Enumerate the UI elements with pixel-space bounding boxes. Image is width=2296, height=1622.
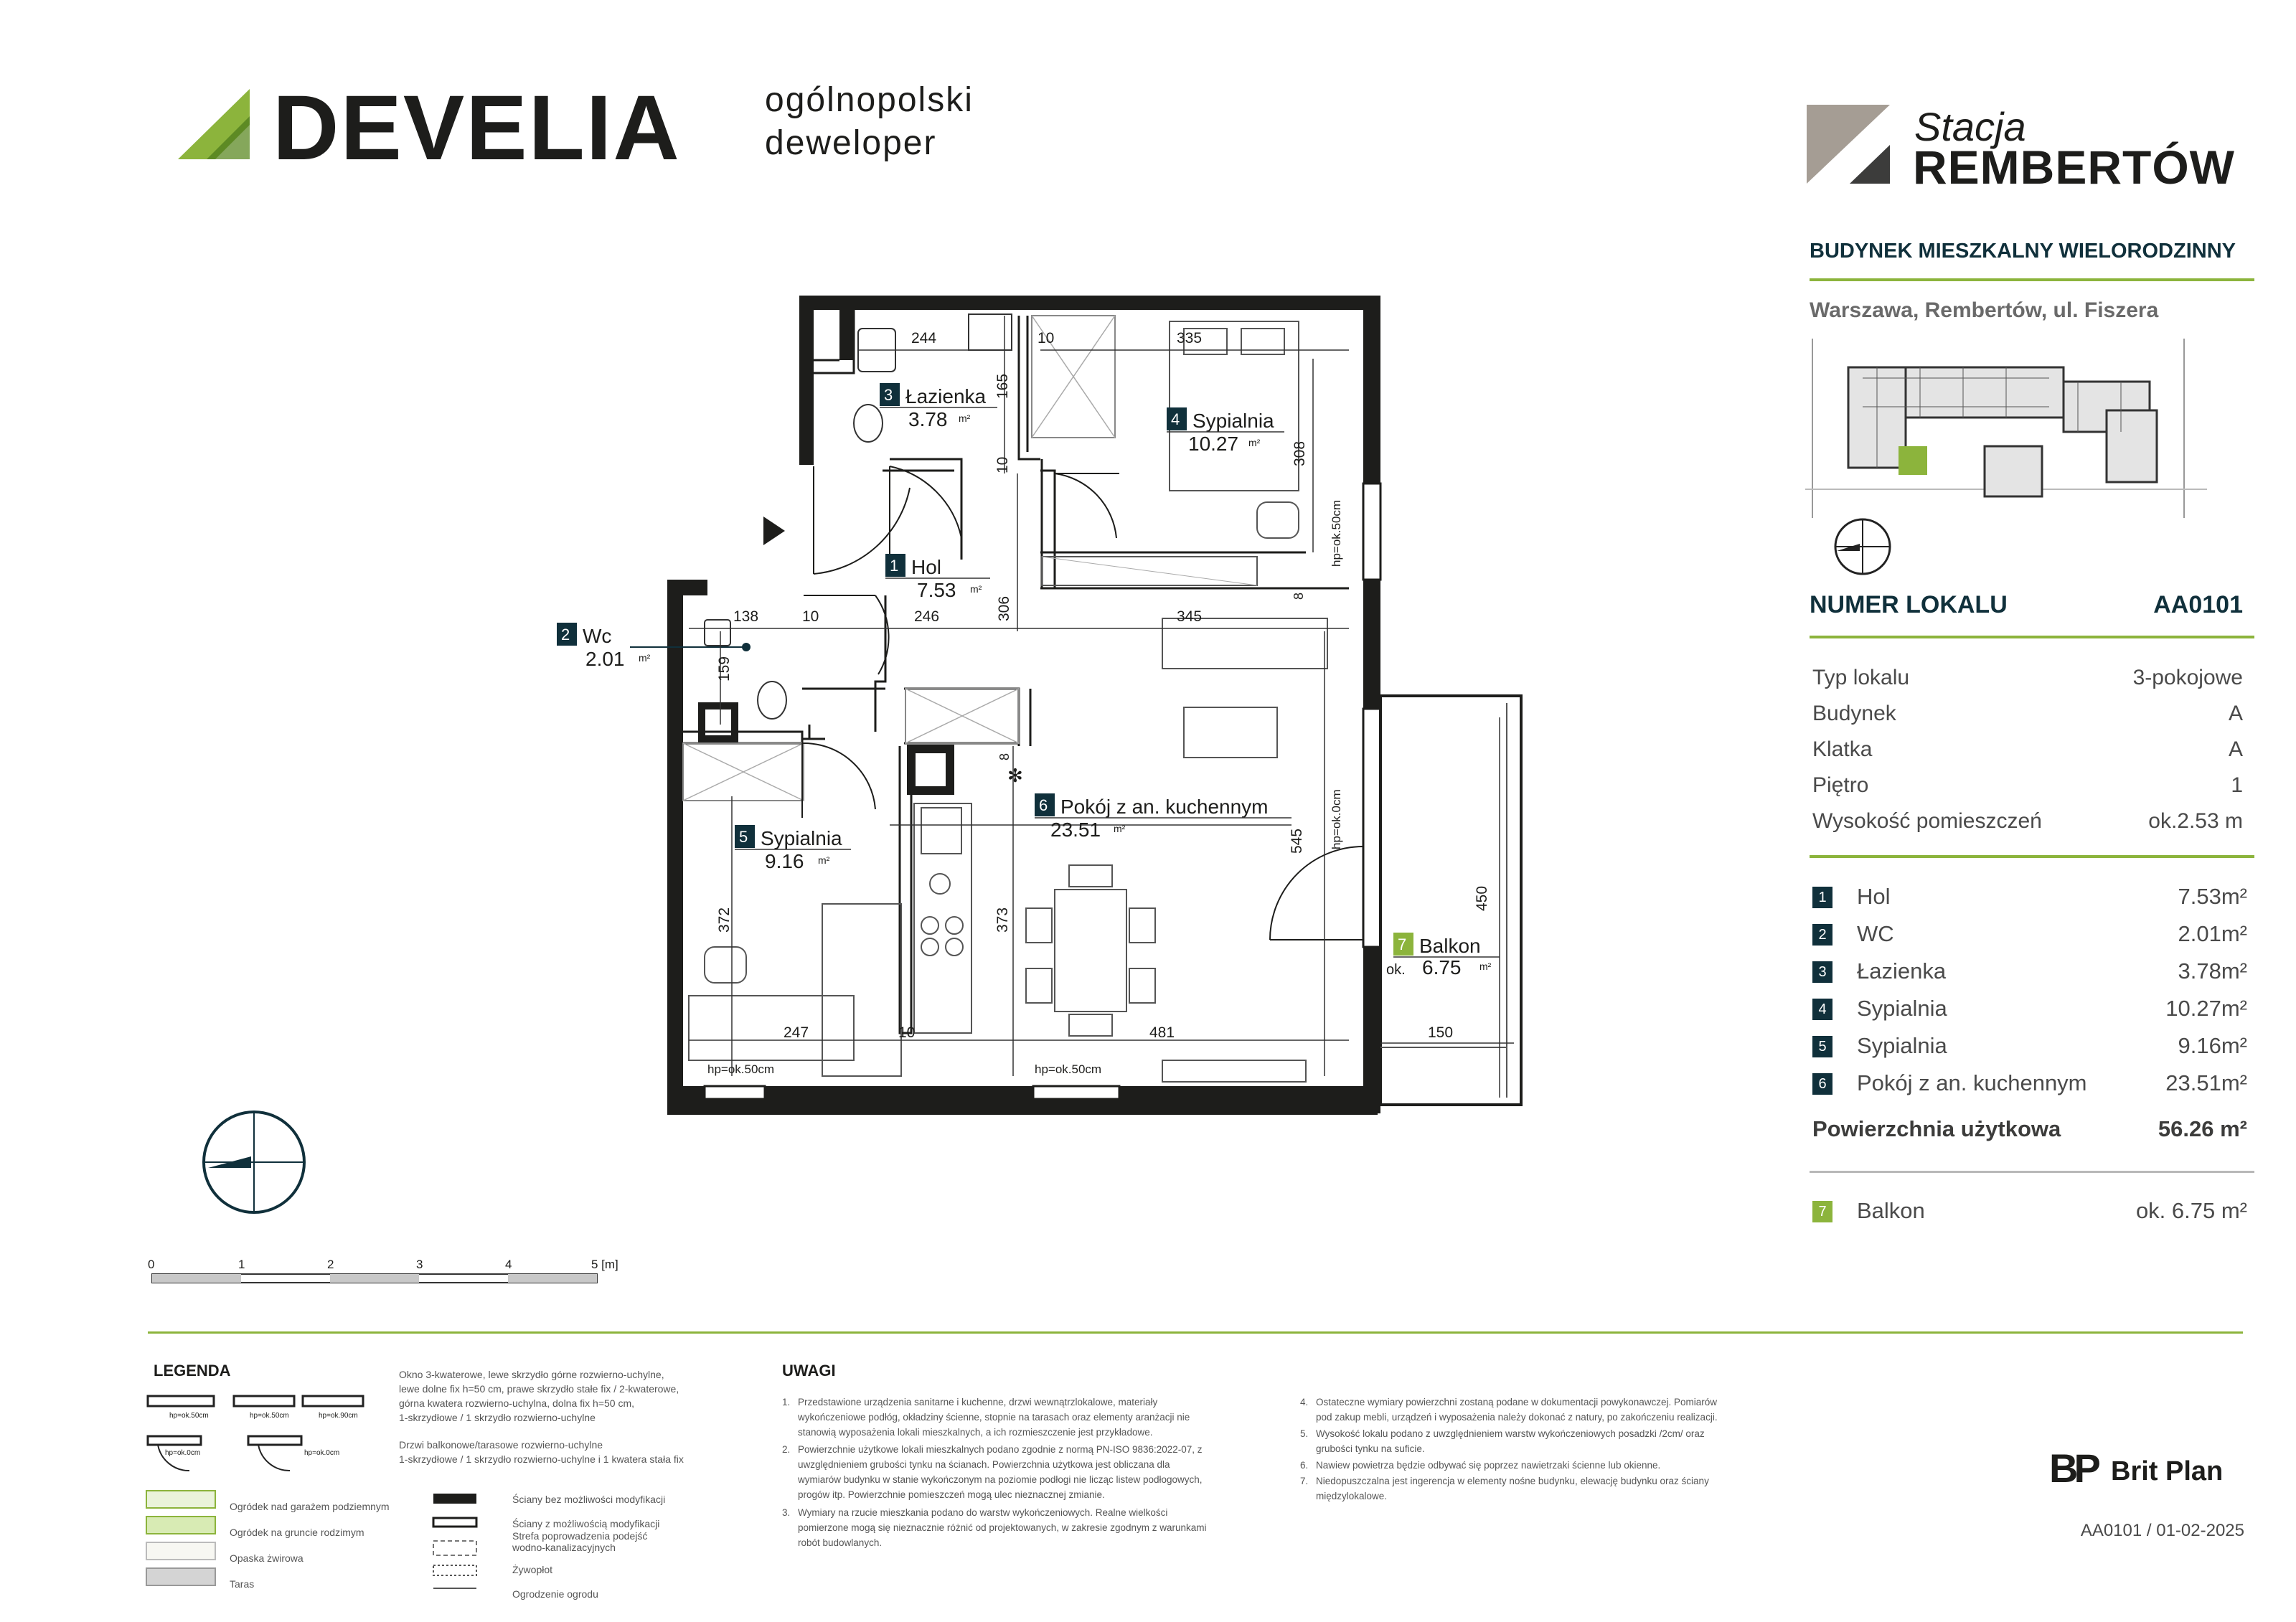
svg-text:6.75: 6.75 <box>1422 956 1462 979</box>
divider <box>1810 278 2254 281</box>
site-map-highlight <box>1899 446 1927 475</box>
door-icon <box>248 1436 301 1445</box>
svg-text:3.78: 3.78 <box>908 408 948 430</box>
svg-text:4: 4 <box>1171 410 1180 428</box>
svg-text:Balkon: Balkon <box>1419 935 1481 957</box>
dim-10: 10 <box>802 608 819 625</box>
room-row: 1 Hol 7.53m² <box>1812 884 2247 913</box>
toilet-icon <box>758 682 786 719</box>
room-row: 5 Sypialnia 9.16m² <box>1812 1033 2247 1062</box>
window-icon <box>705 1086 765 1099</box>
dim-150: 150 <box>1428 1024 1454 1041</box>
svg-text:1: 1 <box>890 557 899 575</box>
balcony-row: 7 Balkon ok. 6.75 m² <box>1812 1198 2247 1227</box>
divider <box>1810 636 2254 638</box>
dim-247: 247 <box>784 1024 809 1041</box>
svg-text:m²: m² <box>1114 823 1126 834</box>
svg-text:m²: m² <box>959 412 971 424</box>
ventilation-icon: ✻ <box>1007 765 1023 786</box>
chair-icon <box>705 947 746 983</box>
legend-title: LEGENDA <box>154 1362 231 1380</box>
window-icon <box>234 1396 294 1406</box>
compass-icon <box>204 1112 304 1212</box>
document-id: AA0101 / 01-02-2025 <box>2080 1521 2244 1540</box>
entrance-arrow-icon <box>763 517 785 545</box>
svg-text:Pokój z an. kuchennym: Pokój z an. kuchennym <box>1060 796 1269 818</box>
svg-text:hp=ok.90cm: hp=ok.90cm <box>319 1412 358 1420</box>
dim-10: 10 <box>994 456 1011 473</box>
note-item: 7. Niedopuszczalna jest ingerencja w elementy nośne budynku, elewację budynku oraz ściany międzylokalowe. <box>1300 1476 1709 1501</box>
dim-138: 138 <box>733 608 759 625</box>
note-item: 2. Powierzchnie użytkowe lokali mieszkalnych podano zgodnie z normą PN-ISO 9836:2022-07, z uwzględnieniem grubości tynku na ścianach. Powierzchnia użytkowa jest obliczana dla wymiarów budynku w stanie wykończonym na poziomie podłogi nie licząc listew podłogowych, progów itp. Powierzchnie pomieszczeń mogą ulec nieznacznej zmianie. <box>782 1444 1203 1500</box>
dim-8: 8 <box>1292 592 1306 600</box>
svg-text:hp=ok.0cm: hp=ok.0cm <box>165 1449 201 1457</box>
room-row: 6 Pokój z an. kuchennym 23.51m² <box>1812 1070 2247 1099</box>
scale-bar <box>148 1258 618 1283</box>
dim-165: 165 <box>994 373 1011 399</box>
legend-items-right: Ściany bez możliwości modyfikacji Ściany z możliwością modyfikacji Strefa poprowadzenia podejść wodno-kanalizacyjnych Żywopłot Ogrodzenie ogrodu <box>512 1494 666 1600</box>
project-name: REMBERTÓW <box>1913 141 2235 194</box>
unit-label: NUMER LOKALU <box>1810 591 2008 618</box>
dim-450: 450 <box>1474 885 1490 911</box>
dim-373: 373 <box>994 907 1011 933</box>
svg-text:Sypialnia: Sypialnia <box>1192 410 1274 432</box>
notes-title: UWAGI <box>782 1362 836 1380</box>
svg-text:m²: m² <box>1479 961 1492 972</box>
dim-372: 372 <box>716 907 733 933</box>
hp-label: hp=ok.0cm <box>1330 789 1343 849</box>
dim-306: 306 <box>996 595 1012 621</box>
total-area-value: 56.26 m² <box>2158 1116 2247 1141</box>
svg-text:6: 6 <box>1039 796 1048 814</box>
svg-text:m²: m² <box>639 652 651 664</box>
room-row: 2 WC 2.01m² <box>1812 921 2247 950</box>
scale-tick: 1 <box>238 1258 245 1271</box>
svg-text:m²: m² <box>1248 437 1261 448</box>
total-area-label: Powierzchnia użytkowa <box>1812 1116 2061 1141</box>
svg-text:m²: m² <box>970 583 982 595</box>
svg-text:hp=ok.50cm: hp=ok.50cm <box>250 1412 289 1420</box>
site-map <box>1805 339 2207 575</box>
divider <box>1810 855 2254 858</box>
room-row: 3 Łazienka 3.78m² <box>1812 958 2247 987</box>
svg-text:hp=ok.0cm: hp=ok.0cm <box>304 1449 340 1457</box>
note-item: 6. Nawiew powietrza będzie odbywać się poprzez nawietrzaki ścienne lub okienne. <box>1300 1460 1661 1471</box>
svg-text:7.53: 7.53 <box>917 579 956 601</box>
room-label-balkon <box>1386 933 1500 979</box>
legend-swatches-left <box>144 1488 222 1595</box>
window-icon <box>303 1396 363 1406</box>
svg-text:10.27: 10.27 <box>1188 433 1239 455</box>
brit-plan-mark: BP <box>2049 1446 2097 1491</box>
stacja-rembertow-logo <box>1807 98 2266 198</box>
scale-tick: 2 <box>327 1258 334 1271</box>
svg-text:Łazienka: Łazienka <box>905 385 987 407</box>
divider <box>1810 1171 2254 1173</box>
dim-159: 159 <box>716 656 733 682</box>
dim-244: 244 <box>911 330 937 346</box>
dim-10: 10 <box>898 1024 916 1041</box>
legend-door-desc: Drzwi balkonowe/tarasowe rozwierno-uchylne 1-skrzydłowe / 1 skrzydło rozwierno-uchylne i 1 kwatera stała fix <box>399 1439 684 1465</box>
svg-text:m²: m² <box>818 854 830 866</box>
note-item: 5. Wysokość lokalu podano z uwzględnieniem warstw wykończeniowych posadzki /2cm/ oraz grubości tynku na suficie. <box>1300 1428 1705 1454</box>
svg-text:7: 7 <box>1398 935 1407 953</box>
legend-items-left: Ogródek nad garażem podziemnym Ogródek na gruncie rodzimym Opaska żwirowa Taras <box>230 1501 390 1590</box>
tagline-line1: ogólnopolski <box>765 81 974 119</box>
building-type: BUDYNEK MIESZKALNY WIELORODZINNY <box>1810 240 2236 263</box>
legend-symbols <box>144 1392 380 1478</box>
project-script: Stacja <box>1914 104 2026 149</box>
develia-wordmark: DEVELIA <box>273 79 681 172</box>
washbasin-icon <box>705 620 730 646</box>
hp-label: hp=ok.50cm <box>1330 499 1343 567</box>
address: Warszawa, Rembertów, ul. Fiszera <box>1810 298 2159 322</box>
window-icon <box>148 1396 214 1406</box>
svg-text:23.51: 23.51 <box>1050 819 1101 841</box>
legend-swatches-right <box>430 1491 481 1598</box>
door-icon <box>148 1436 201 1445</box>
svg-text:5: 5 <box>739 828 748 846</box>
dim-345: 345 <box>1177 608 1203 625</box>
svg-text:Sypialnia: Sypialnia <box>761 827 842 849</box>
dim-481: 481 <box>1149 1024 1175 1041</box>
hp-label: hp=ok.50cm <box>707 1062 775 1076</box>
divider <box>148 1331 2243 1334</box>
note-item: 3. Wymiary na rzucie mieszkania podano do warstw wykończeniowych. Realne wielkości pomierzone mogą się nieznacznie różnić od projektowanych, w zakresie zgodnym z warunkami robót budowlanych. <box>782 1507 1207 1548</box>
unit-number: AA0101 <box>2153 591 2243 618</box>
dim-335: 335 <box>1177 330 1203 346</box>
dim-545: 545 <box>1289 828 1305 854</box>
svg-text:9.16: 9.16 <box>765 850 804 872</box>
legend-window-desc: Okno 3-kwaterowe, lewe skrzydło górne rozwierno-uchylne, lewe dolne fix h=50 cm, prawe skrzydło stałe fix / 2-kwaterowe, górna kwatera rozwierno-uchylna, dolna fix h=50 cm, 1-skrzydłowe / 1 skrzydło rozwierno-uchylne <box>399 1369 679 1423</box>
window-icon <box>1363 484 1380 580</box>
svg-text:2.01: 2.01 <box>585 648 625 670</box>
svg-text:Hol: Hol <box>911 556 942 578</box>
svg-text:hp=ok.50cm: hp=ok.50cm <box>169 1412 209 1420</box>
balcony-door-icon <box>1363 709 1380 947</box>
brit-plan-name: Brit Plan <box>2111 1456 2224 1486</box>
window-icon <box>1033 1086 1119 1099</box>
hp-label: hp=ok.50cm <box>1035 1062 1102 1076</box>
scale-tick: 3 <box>416 1258 423 1271</box>
dim-246: 246 <box>914 608 940 625</box>
scale-tick: 5 [m] <box>591 1258 618 1271</box>
svg-text:3: 3 <box>884 386 893 404</box>
note-item: 4. Ostateczne wymiary powierzchni zostaną podane w dokumentacji powykonawczej. Pomiarów pod zakup mebli, urządzeń i wyposażenia należy dokonać z natury, po zakończeniu realizacji. <box>1300 1397 1718 1423</box>
scale-tick: 0 <box>148 1258 155 1271</box>
svg-text:2: 2 <box>561 626 570 643</box>
svg-text:Wc: Wc <box>583 625 612 647</box>
svg-text:ok.: ok. <box>1386 962 1406 978</box>
dim-10: 10 <box>1038 330 1055 346</box>
tagline-line2: deweloper <box>765 124 937 162</box>
note-item: 1. Przedstawione urządzenia sanitarne i kuchenne, drzwi wewnątrzlokalowe, materiały wykończeniowe podłóg, okładziny ścienne, stopnie na tarasach oraz elementy aranżacji nie stanowią wyposażenia lokali mieszkalnych, a ich rozmieszczenie jest przykładowe. <box>782 1397 1190 1438</box>
room-row: 4 Sypialnia 10.27m² <box>1812 996 2247 1024</box>
dim-308: 308 <box>1292 440 1308 466</box>
dim-8: 8 <box>997 753 1012 760</box>
scale-tick: 4 <box>505 1258 512 1271</box>
